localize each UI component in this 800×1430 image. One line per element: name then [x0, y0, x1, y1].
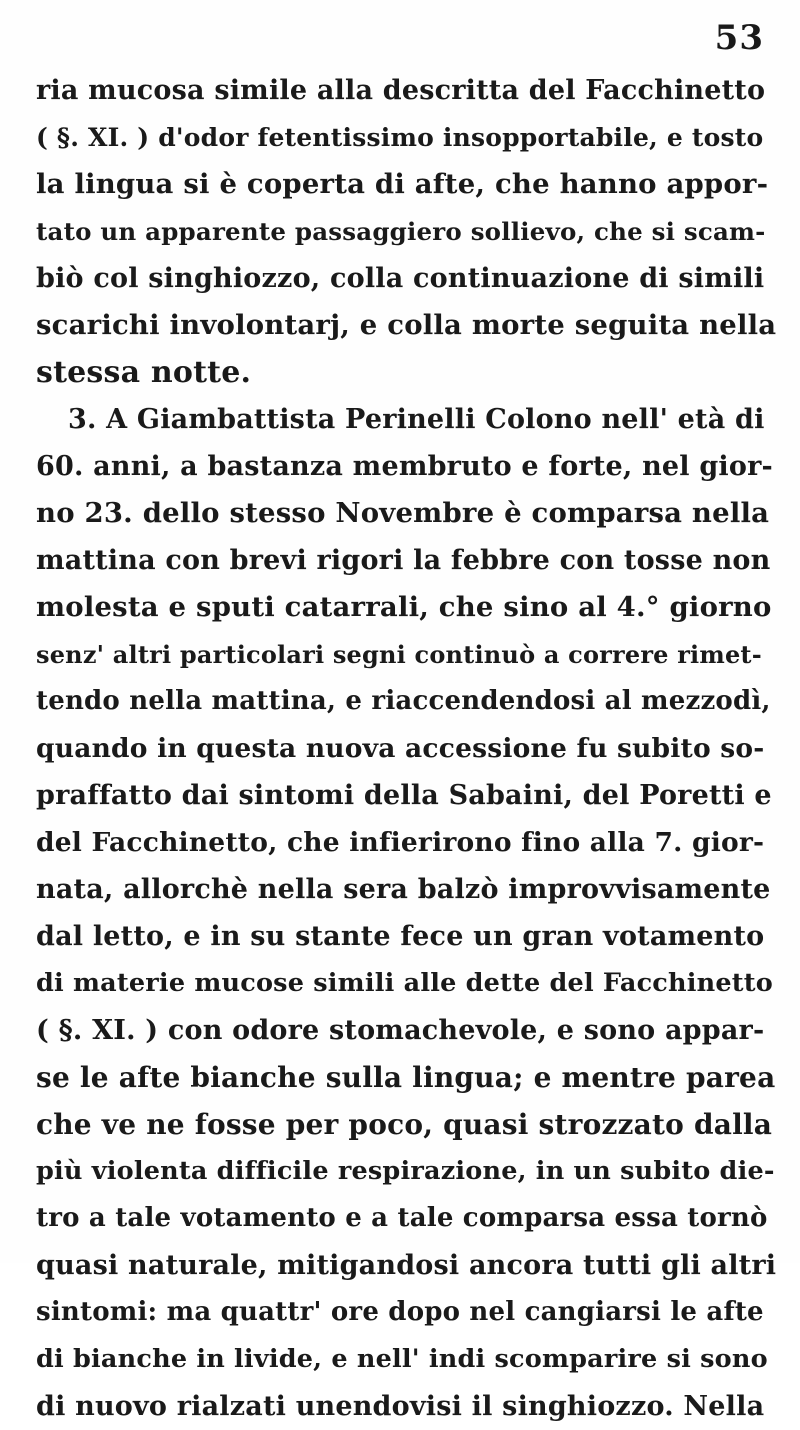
- text-line: del Facchinetto, che infierirono fino alla 7. gior-: [36, 827, 765, 858]
- text-line: quasi naturale, mitigandosi ancora tutti gli altri: [36, 1250, 776, 1281]
- page-number: 53: [714, 18, 764, 58]
- text-line: ( §. XI. ) con odore stomachevole, e sono appar-: [36, 1015, 765, 1046]
- text-line: 60. anni, a bastanza membruto e forte, nel gior-: [36, 451, 773, 482]
- text-line: senz' altri particolari segni continuò a correre rimet-: [36, 640, 762, 669]
- text-line: tro a tale votamento e a tale comparsa essa tornò: [36, 1203, 768, 1233]
- text-line: che ve ne fosse per poco, quasi strozzato dalla: [36, 1108, 773, 1141]
- text-line: mattina con brevi rigori la febbre con tosse non: [36, 545, 771, 576]
- text-line: dal letto, e in su stante fece un gran votamento: [36, 921, 765, 952]
- text-line: biò col singhiozzo, colla continuazione di simili: [36, 263, 765, 294]
- text-line: di nuovo rialzati unendovisi il singhiozzo. Nella: [36, 1391, 765, 1422]
- text-line: nata, allorchè nella sera balzò improvvisamente: [36, 874, 771, 905]
- text-line: di materie mucose simili alle dette del Facchinetto: [36, 968, 773, 998]
- text-line: di bianche in livide, e nell' indi scomparire si sono: [36, 1344, 768, 1374]
- paragraph-start-line: 3. A Giambattista Perinelli Colono nell' età di: [68, 404, 765, 435]
- text-line: ( §. XI. ) d'odor fetentissimo insopportabile, e tosto: [36, 123, 764, 152]
- body-text: [36, 67, 776, 1430]
- text-line: scarichi involontarj, e colla morte seguita nella: [36, 309, 776, 341]
- text-line: se le afte bianche sulla lingua; e mentre parea: [36, 1061, 776, 1094]
- text-line: più violenta difficile respirazione, in un subito die-: [36, 1156, 775, 1186]
- text-line: molesta e sputi catarrali, che sino al 4.° giorno: [36, 591, 772, 623]
- text-line: quando in questa nuova accessione fu subito so-: [36, 733, 765, 764]
- text-line: sintomi: ma quattr' ore dopo nel cangiarsi le afte: [36, 1297, 764, 1327]
- text-line: ria mucosa simile alla descritta del Facchinetto: [36, 75, 766, 106]
- text-line: tato un apparente passaggiero sollievo, che si scam-: [36, 217, 766, 246]
- text-line: stessa notte.: [36, 355, 252, 390]
- text-line: la lingua si è coperta di afte, che hanno appor-: [36, 168, 769, 200]
- text-line: tendo nella mattina, e riaccendendosi al mezzodì,: [36, 686, 771, 716]
- text-line: praffatto dai sintomi della Sabaini, del Poretti e: [36, 780, 772, 811]
- text-line: no 23. dello stesso Novembre è comparsa nella: [36, 497, 770, 529]
